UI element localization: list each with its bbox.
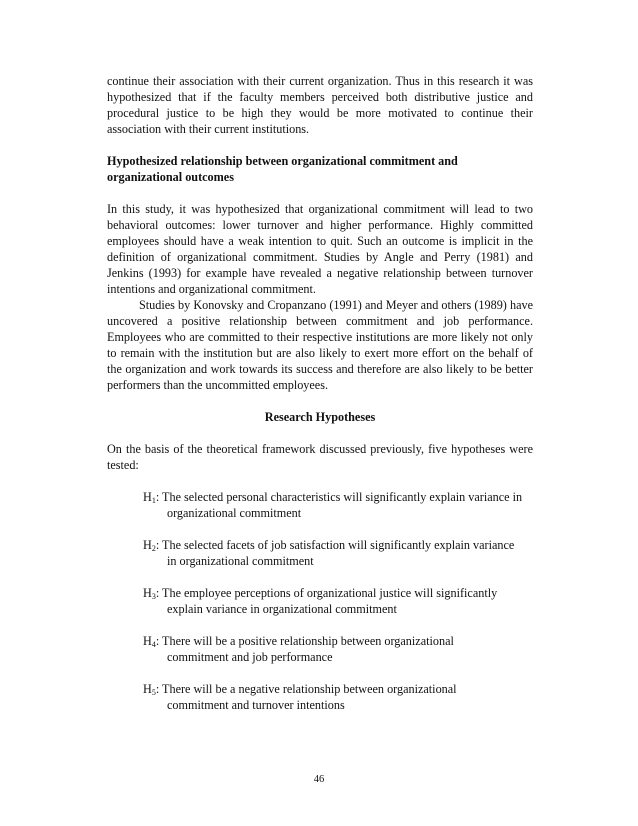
hypothesis-item: $H_5$: There will be a negative relationship between organizational commitment and turnover intentions [143, 682, 457, 712]
page-number: 46 [313, 774, 325, 785]
hypothesis-item: $H_4$: There will be a positive relationship between organizational commitment and job performance [143, 634, 454, 664]
section-heading-outcomes: Hypothesized relationship between organizational commitment and organizational outcomes [107, 154, 458, 184]
hypothesis-item: $H_2$: The selected facets of job satisfaction will significantly explain variance in organizational commitment [143, 538, 515, 568]
hypothesis-item: $H_3$: The employee perceptions of organizational justice will significantly explain variance in organizational commitment [143, 586, 498, 616]
section-heading-hypotheses: Research Hypotheses [264, 410, 376, 424]
paragraph-behavioral-outcomes: In this study, it was hypothesized that organizational commitment will lead to two behavioral outcomes: lower turnover and higher performance. Highly committed employees should have a weak intention to quit. Such an outcome is implicit in the definition of organizational commitment. Studies by Angle and Perry (1981) and Jenkins (1993) for example have revealed a negative relationship between turnover intentions and organizational commitment. [107, 202, 533, 296]
hypothesis-item: $H_1$: The selected personal characteristics will significantly explain variance in organizational commitment [143, 490, 523, 520]
paragraph-hypotheses-intro: On the basis of the theoretical framework discussed previously, five hypotheses were tested: [107, 442, 533, 472]
paragraph-performance: Studies by Konovsky and Cropanzano (1991) and Meyer and others (1989) have uncovered a positive relationship between commitment and job performance. Employees who are committed to their respective institutions are more likely not only to remain with the institution but are also likely to exert more effort on the behalf of the organization and work towards its success and therefore are also likely to be better performers than the uncommitted employees. [107, 298, 533, 392]
paragraph-intro: continue their association with their current organization. Thus in this research it was hypothesized that if the faculty members perceived both distributive justice and procedural justice to be high they would be more motivated to continue their association with their current institutions. [107, 74, 533, 136]
document-page [107, 73, 533, 713]
